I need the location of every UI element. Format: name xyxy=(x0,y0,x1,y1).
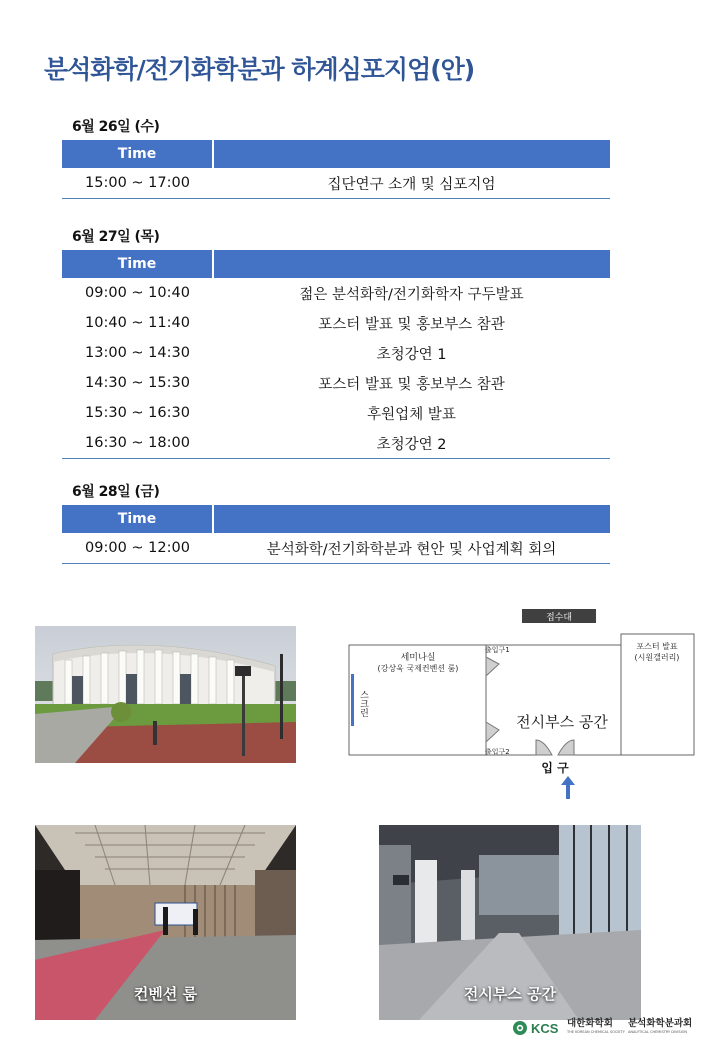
table-row xyxy=(62,308,610,338)
society-name-kr: 대한화학회 xyxy=(567,1018,613,1029)
event-cell: 집단연구 소개 및 심포지엄 xyxy=(327,176,496,193)
booth-space-photo xyxy=(379,825,641,1020)
page-title: 분석화학/전기화학분과 하계심포지엄(안) xyxy=(44,55,475,84)
schedule-table-day1 xyxy=(62,140,610,199)
kcs-wordmark: KCS xyxy=(531,1020,559,1036)
schedule-table-day3 xyxy=(62,505,610,564)
table-row xyxy=(62,398,610,428)
reception-label: 접수대 xyxy=(545,613,573,623)
convention-room-caption: 컨벤션 룸 xyxy=(133,985,198,1003)
table-header-row xyxy=(62,140,610,168)
day-heading-1: 6월 26일 (수) xyxy=(72,119,160,135)
schedule-table-day2 xyxy=(62,250,610,459)
table-row xyxy=(62,533,610,564)
booth-space-label: 전시부스 공간 xyxy=(516,713,608,731)
event-cell: 초청강연 2 xyxy=(376,436,447,453)
event-column-header xyxy=(213,250,610,278)
time-cell: 15:30 ~ 16:30 xyxy=(85,405,190,421)
society-name-en: THE KOREAN CHEMICAL SOCIETY xyxy=(567,1029,625,1034)
door-1-label: 출입구1 xyxy=(485,646,510,654)
event-cell: 포스터 발표 및 홍보부스 참관 xyxy=(318,316,505,333)
time-column-header: Time xyxy=(62,250,213,278)
event-cell: 분석화학/전기화학분과 현안 및 사업계획 회의 xyxy=(266,541,557,558)
event-cell: 초청강연 1 xyxy=(376,346,447,363)
time-column-header: Time xyxy=(62,140,213,168)
table-row xyxy=(62,428,610,459)
division-name-kr: 분석화학분과회 xyxy=(628,1018,693,1029)
kcs-logo xyxy=(512,1019,558,1037)
entrance-label: 입 구 xyxy=(541,761,569,775)
time-cell: 10:40 ~ 11:40 xyxy=(85,315,190,331)
time-cell: 14:30 ~ 15:30 xyxy=(85,375,190,391)
poster-area-sublabel: (시원갤러리) xyxy=(634,653,680,662)
convention-room-photo xyxy=(35,825,296,1020)
building-exterior-photo xyxy=(35,626,296,763)
table-row xyxy=(62,368,610,398)
table-header-row xyxy=(62,250,610,278)
time-cell: 13:00 ~ 14:30 xyxy=(85,345,190,361)
time-cell: 16:30 ~ 18:00 xyxy=(85,435,190,451)
division-name-en: ANALYTICAL CHEMISTRY DIVISION xyxy=(628,1029,688,1034)
seminar-room-sublabel: (강상욱 국제컨벤션 룸) xyxy=(377,664,459,673)
event-cell: 젊은 분석화학/전기화학자 구두발표 xyxy=(299,286,524,303)
screen-label: 스크린 xyxy=(358,690,368,717)
event-cell: 후원업체 발표 xyxy=(367,406,456,423)
event-cell: 포스터 발표 및 홍보부스 참관 xyxy=(318,376,505,393)
entrance-doors xyxy=(536,740,574,755)
booth-space-caption: 전시부스 공간 xyxy=(463,985,557,1003)
day-heading-3: 6월 28일 (금) xyxy=(72,484,160,500)
time-column-header: Time xyxy=(62,505,213,533)
event-column-header xyxy=(213,505,610,533)
door-2 xyxy=(486,722,499,742)
time-cell: 15:00 ~ 17:00 xyxy=(85,175,190,191)
day-heading-2: 6월 27일 (목) xyxy=(72,229,160,245)
event-column-header xyxy=(213,140,610,168)
screen-bar xyxy=(351,674,354,726)
kcs-society-name xyxy=(567,1019,625,1034)
table-row xyxy=(62,278,610,308)
entrance-arrow-icon xyxy=(561,776,575,799)
door-1 xyxy=(486,657,499,676)
table-row xyxy=(62,338,610,368)
division-logo xyxy=(628,1019,692,1034)
time-cell: 09:00 ~ 10:40 xyxy=(85,285,190,301)
door-2-label: 출입구2 xyxy=(485,748,510,756)
kcs-emblem-icon xyxy=(512,1020,528,1036)
poster-area-label: 포스터 발표 xyxy=(636,642,678,651)
table-header-row xyxy=(62,505,610,533)
time-cell: 09:00 ~ 12:00 xyxy=(85,540,190,556)
table-row xyxy=(62,168,610,199)
venue-floorplan xyxy=(346,606,696,802)
seminar-room-label: 세미나실 xyxy=(400,653,436,663)
